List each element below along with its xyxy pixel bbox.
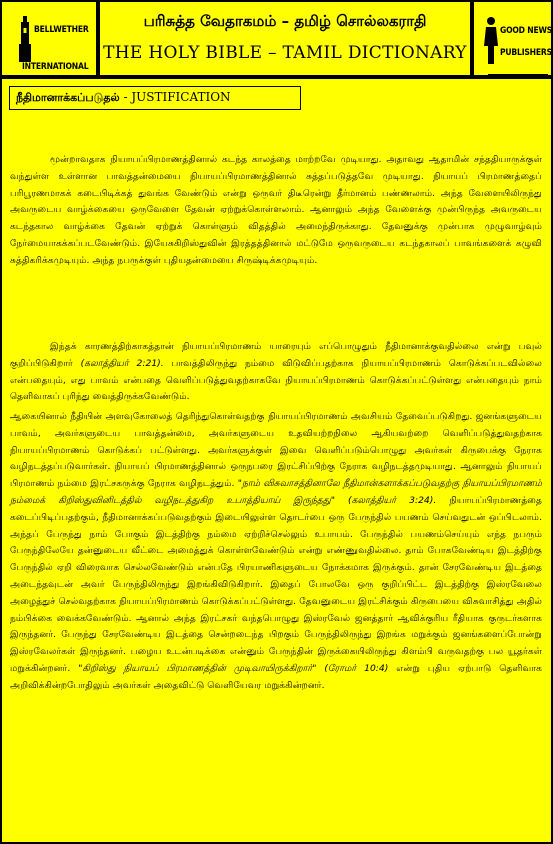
entry-heading-english: JUSTIFICATION xyxy=(131,90,231,104)
good-news-logo-text-2: PUBLISHERS xyxy=(500,48,552,58)
scripture-reference: (கலாத்தியர் 2:21). xyxy=(80,357,164,369)
entry-heading xyxy=(9,86,301,110)
paragraph-1: மூன்றாவதாக நியாயப்பிரமாணத்தினால் கடந்த காலத்தை மாற்றவே முடியாது. அதாவது ஆதாமின் சந்ததியாருக்குள் வந்துள்ள உள்ளான பாவத்தன்மையை நியாயப்பிரமாணத்தினால் சுத்தப்படுத்தவே முடியாது. நியாயப் பிரமாணத்தைப் பரிபூரணமாகக் கடைபிடிக்கத் துவங்க வேண்டும் என்று ஒருவர் திடீரென்று தீர்மானம் பண்ணலாம். அந்த வேளையிலிருந்து அவருடைய வாழ்க்கையை ஒருவேளை தேவன் ஏற்றுக்கொள்ளலாம். ஆனாலும் அந்த வேளைக்கு முன்பிருந்த அவருடைய கடந்தகால வாழ்க்கை தேவன் ஏற்றுக் கொள்ளும் விதத்தில் அமைந்திருக்காது. தேவனுக்கு முன்பாக முழுவாழ்வும் நேர்மையாகக்கப்படவேண்டும். இயேசுகிறிஸ்துவின் இரத்தத்தினால் மட்டுமே ஒருவருடைய கடந்தகாலப் பாவங்களைக் கழுவி சுத்திகரிக்கமுடியும். அந்த நபருக்குள் புதியதன்மையை சிருஷ்டிக்கமுடியும். xyxy=(10,154,542,266)
bellwether-logo-text-2: INTERNATIONAL xyxy=(22,62,89,72)
title-tamil: பரிசுத்த வேதாகமம் – தமிழ் சொல்லகராதி xyxy=(143,12,427,30)
title-box xyxy=(98,0,472,77)
paragraph-3-text-c: என்று புதிய ஏற்பாடு தெளிவாக அறிவிக்கின்றபோதிலும் அவர்கள் அதைவிட்டு வெளியேவர மறுக்கின்றனர். xyxy=(10,662,543,691)
scripture-reference: (ரோமர் 10:4) xyxy=(316,662,389,674)
scripture-quote: "நாம் விசுவாசத்தினாலே நீதிமான்களாக்கப்படுவதற்கு நியாயப்பிரமாணம் நம்மைக் கிறிஸ்துவினிடத்தில் வழிநடத்துகிற உபாத்தியாய் இருந்தது" xyxy=(10,478,542,506)
bellwether-logo-icon xyxy=(6,8,92,72)
entry-heading-tamil: நீதிமானாக்கப்படுதல் xyxy=(16,91,120,104)
figure-icon xyxy=(482,16,500,64)
good-news-logo-icon xyxy=(478,8,553,69)
paragraph-3-text-b: நியாயப்பிரமாணத்தை கடைப்பிடிப்பதற்கும், நீதிமானாக்கப்படுவதற்கும் இடையிலுள்ள தொடர்பை ஒரு பேருந்தில் பயணம் செய்வதுடன் ஒப்பிடலாம். அந்தப் பேருந்து நாம் போகும் இடத்திற்கு நம்மை ஏற்றிச்செல்லும் உபாயம். பேருந்தில் பயணம்செய்யும் எந்த நபரும் பேருந்திலேயே தன்னுடைய வீட்டை அமைத்துக் கொள்ளவேண்டும் என்று எண்ணுவதில்லை. தாம் போகவேண்டிய இடத்திற்கு பேருந்தில் ஏறி விரைவாக செல்லவேண்டும் என்பதே பிரயாணிகளுடைய நோக்கமாக இருக்கும். தான் சேரவேண்டிய இடத்தை அடைந்தவுடன் அவர் பேருந்திலிருந்து இறங்கிவிடுகிறார். இதைப் போலவே ஒரு குறிப்பிட்ட இடத்திற்கு இஸ்ரவேலை அழைத்துச் செல்வதற்காக நியாயப்பிரமாணம் கொடுக்கப்பட்டுள்ளது. தேவனுடைய இரட்சிக்கும் கிருபையை விசுவாசித்து அதில் நம்பிக்கை வைக்கவேண்டும். ஆனால் அந்த இரட்சகர் வந்தபொழுது இஸ்ரவேல் ஜனத்தார் ஆவிக்குரிய ரீதியாக குருடர்களாக இருந்தனர். பேருந்து சேரவேண்டிய இடத்தை சென்றடைந்த பிறகும் பேருந்திலிருந்து இறங்க மறுக்கும் ஜனங்களைப்போன்று இஸ்ரவேலர்கள் இருந்தனர். பழைய உடன்படிக்கை என்னும் பேருந்தின் இருக்கையிலிருந்து கிளம்பி வருவதற்கு பல யூதர்கள் மறுக்கின்றனர். xyxy=(10,494,542,674)
paragraph-3 xyxy=(10,409,542,695)
good-news-logo-text-1: GOOD NEWS xyxy=(500,26,553,36)
bellwether-logo-box xyxy=(0,0,98,77)
title-english: THE HOLY BIBLE – TAMIL DICTIONARY xyxy=(103,43,467,63)
paragraph-2-text-a: இந்தக் காரணத்திற்காகத்தான் நியாயப்பிரமாணம் யாரையும் எப்பொழுதும் நீதிமானாக்குவதில்லை என்று பவுல் குறிப்பிடுகிறார் xyxy=(10,341,542,369)
paragraph-2 xyxy=(10,339,542,406)
good-news-logo-box xyxy=(472,0,553,77)
paragraph-2-text-b: பாவத்திலிருந்து நம்மை விடுவிப்பதற்காக நியாயப்பிரமாணம் கொடுக்கப்படவில்லை என்பதையும், எது பாவம் என்பதை வெளிப்படுத்துவதற்காகவே நியாயப்பிரமாணம் கொடுக்கப்பட்டுள்ளது என்பதையும் நாம் தெளிவாகப் புரிந்து வைத்திருக்கவேண்டும். xyxy=(10,357,542,403)
scripture-reference: (கலாத்தியர் 3:24). xyxy=(334,494,437,506)
bellwether-logo-text-1: BELLWETHER xyxy=(34,25,89,35)
bell-tower-icon xyxy=(18,16,32,62)
paragraph-3-text-a: ஆகையினால் நீதியின் அளவுகோலைத் தெரிந்துகொள்வதற்கு நியாயப்பிரமாணம் அவசியம் தேவைப்படுகிறது. ஜனங்களுடைய பாவம், அவர்களுடைய பாவத்தன்மை, அவர்களுடைய உதவியற்றநிலை ஆகியவற்றை வெளிப்படுத்துவதற்காக நியாயப்பிரமாணம் கொடுக்கப் பட்டுள்ளது. அவர்களுக்குள் இவை வெளிப்படும்பொழுது அவர்கள் கிருபைக்கு நேராக வழிநடத்தப்படுவார்கள். நியாயப் பிரமாணத்தினால் ஒருநபரை இரட்சிப்பிற்கு நேராக வழிநடத்தமுடியாது. ஆனாலும் நியாயப் பிரமாணம் நம்மை இரட்சகருக்கு நேராக வழிநடத்தும். xyxy=(10,411,542,490)
entry-heading-separator: - xyxy=(119,90,132,104)
scripture-quote: "கிறிஸ்து நியாயப் பிரமாணத்தின் முடிவாயிருக்கிறார்" xyxy=(78,662,317,674)
